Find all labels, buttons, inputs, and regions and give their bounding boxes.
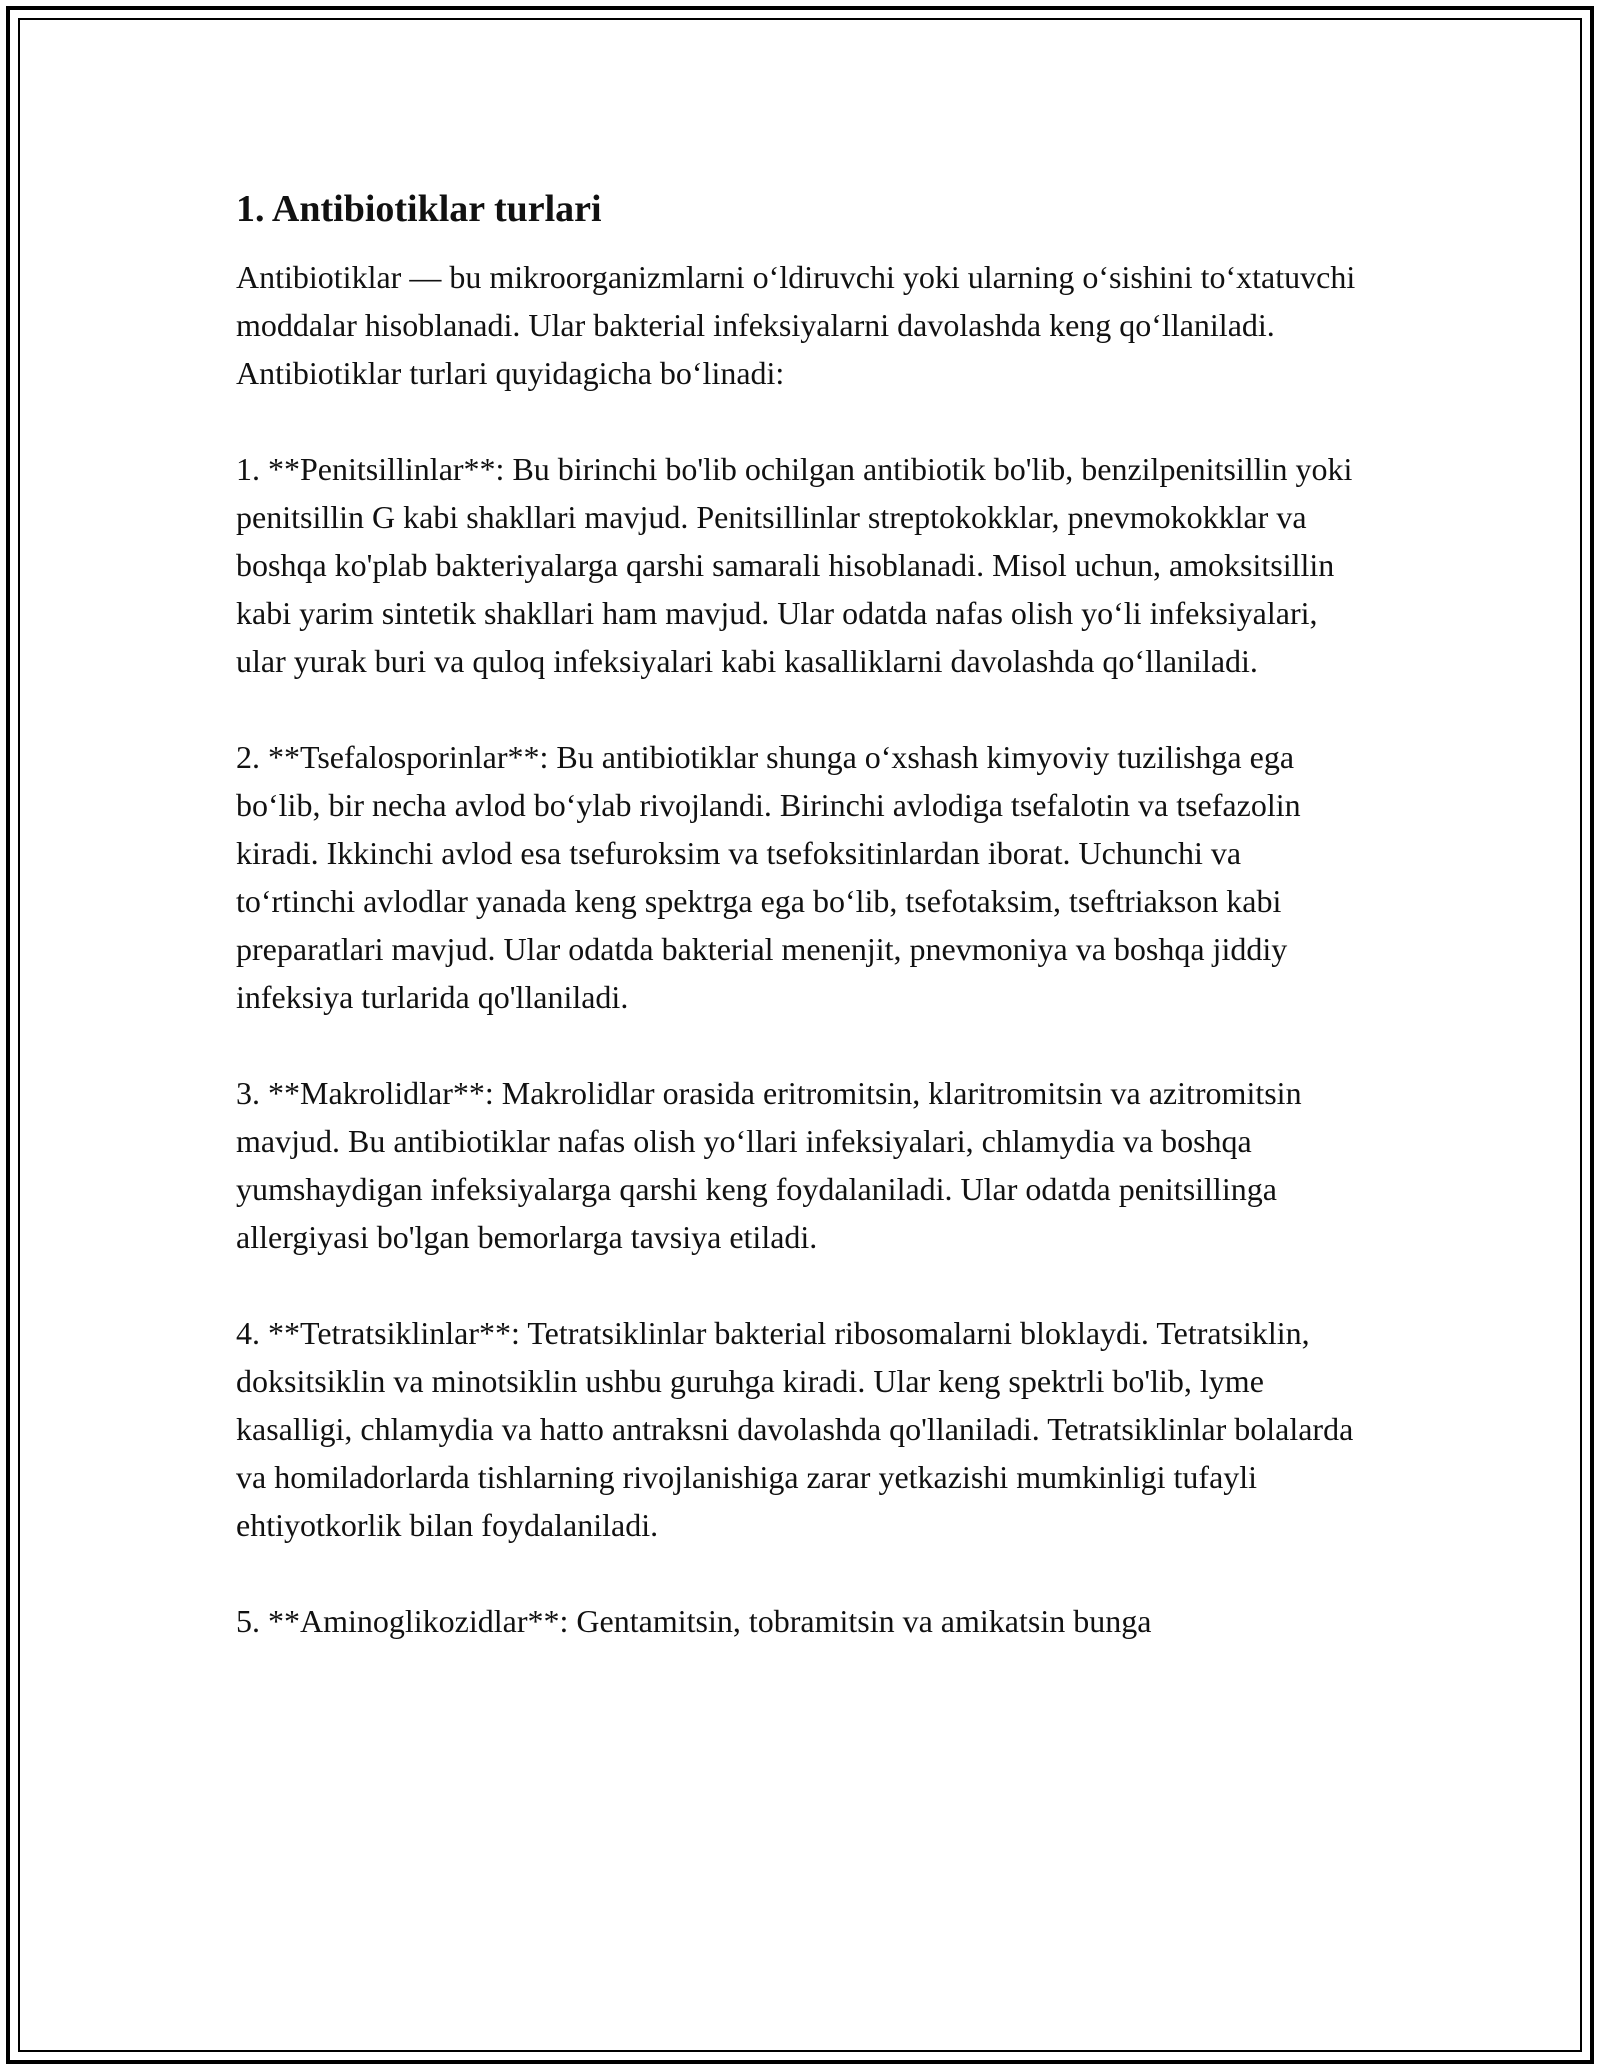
intro-paragraph: Antibiotiklar — bu mikroorganizmlarni oʻldiruvchi yoki ularning oʻsishini toʻxtatuvchi moddalar hisoblanadi. Ular bakterial infeksiyalarni davolashda keng qoʻllaniladi. Antibiotiklar turlari quyidagicha boʻlinadi:	[236, 259, 1356, 391]
aminoglikozidlar-paragraph: 5. **Aminoglikozidlar**: Gentamitsin, tobramitsin va amikatsin bunga	[236, 1603, 1152, 1639]
tetratsiklinlar-paragraph: 4. **Tetratsiklinlar**: Tetratsiklinlar bakterial ribosomalarni bloklaydi. Tetratsiklin, doksitsiklin va minotsiklin ushbu guruhga kiradi. Ular keng spektrli bo'lib, lyme kasalligi, chlamydia va hatto antraksni davolashda qo'llaniladi. Tetratsiklinlar bolalarda va homiladorlarda tishlarning rivojlanishiga zarar yetkazishi mumkinligi tufayli ehtiyotkorlik bilan foydalaniladi.	[236, 1315, 1354, 1543]
document-title: 1. Antibiotiklar turlari	[236, 188, 602, 230]
penitsillinlar-paragraph: 1. **Penitsillinlar**: Bu birinchi bo'lib ochilgan antibiotik bo'lib, benzilpenitsillin yoki penitsillin G kabi shakllari mavjud. Penitsillinlar streptokokklar, pnevmokokklar va boshqa ko'plab bakteriyalarga qarshi samarali hisoblanadi. Misol uchun, amoksitsillin kabi yarim sintetik shakllari ham mavjud. Ular odatda nafas olish yoʻli infeksiyalari, ular yurak buri va quloq infeksiyalari kabi kasalliklarni davolashda qoʻllaniladi.	[236, 451, 1353, 679]
tsefalosporinlar-paragraph: 2. **Tsefalosporinlar**: Bu antibiotiklar shunga oʻxshash kimyoviy tuzilishga ega boʻlib, bir necha avlod boʻylab rivojlandi. Birinchi avlodiga tsefalotin va tsefazolin kiradi. Ikkinchi avlod esa tsefuroksim va tsefoksitinlardan iborat. Uchunchi va toʻrtinchi avlodlar yanada keng spektrga ega boʻlib, tsefotaksim, tseftriakson kabi preparatlari mavjud. Ular odatda bakterial menenjit, pnevmoniya va boshqa jiddiy infeksiya turlarida qo'llaniladi.	[236, 739, 1301, 1015]
makrolidlar-paragraph: 3. **Makrolidlar**: Makrolidlar orasida eritromitsin, klaritromitsin va azitromitsin mavjud. Bu antibiotiklar nafas olish yoʻllari infeksiyalari, chlamydia va boshqa yumshaydigan infeksiyalarga qarshi keng foydalaniladi. Ular odatda penitsillinga allergiyasi bo'lgan bemorlarga tavsiya etiladi.	[236, 1075, 1302, 1255]
document-body	[236, 185, 1356, 1693]
